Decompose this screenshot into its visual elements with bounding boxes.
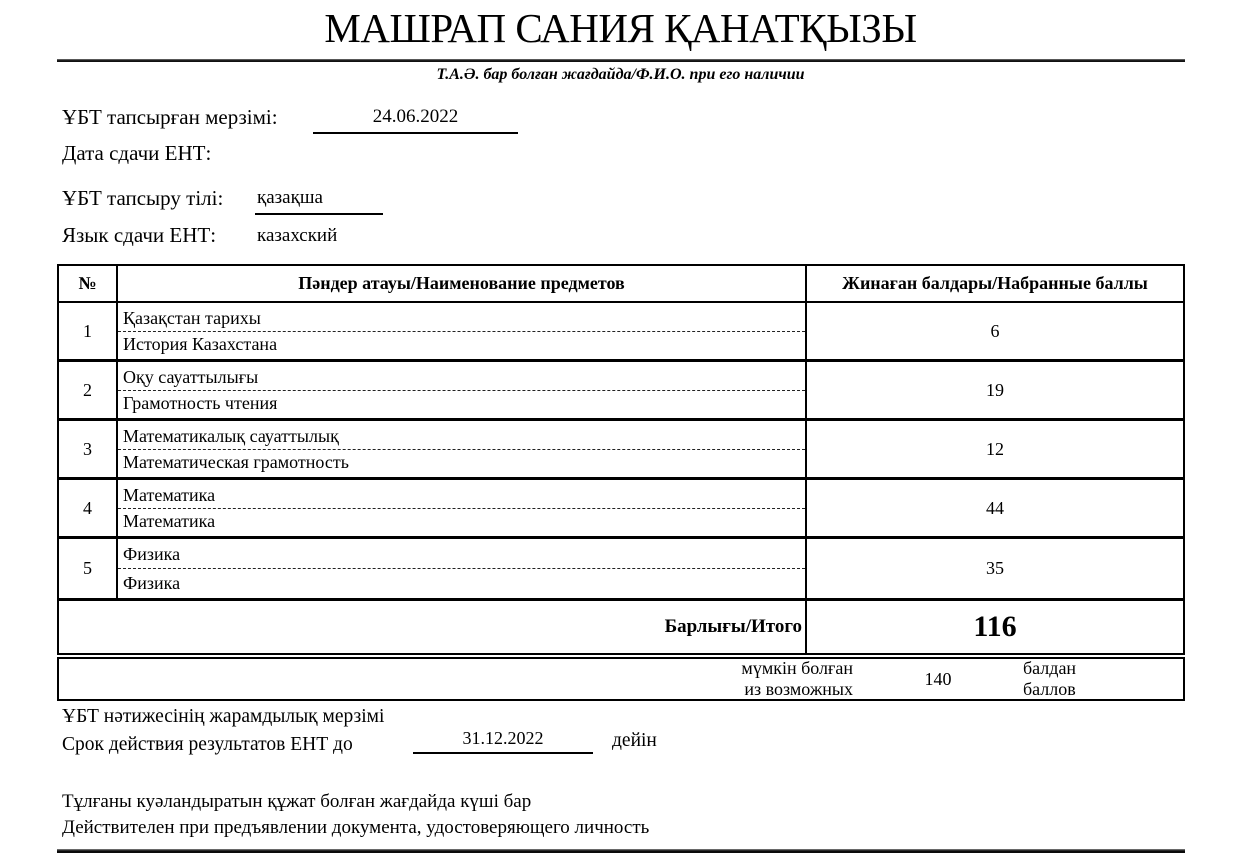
row-score: 19 [805,362,1183,418]
row-score: 35 [805,539,1183,598]
subject-name-ru: Математическая грамотность [123,452,349,472]
bilingual-divider [118,568,805,569]
max-score-label-kk: мүмкін болған [741,658,853,678]
exam-language-label-kk: ҰБТ тапсыру тілі: [62,186,224,210]
subject-row [59,303,1183,362]
max-score-unit-kk: балдан [1023,658,1077,678]
page-title: МАШРАП САНИЯ ҚАНАТҚЫЗЫ [324,5,917,51]
max-score-unit-ru: баллов [1023,679,1076,699]
row-number: 2 [83,379,92,400]
max-score-label [741,658,853,700]
identity-note-ru: Действителен при предъявлении документа, удостоверяющего личность [62,817,650,838]
subject-name-ru: Физика [123,573,181,593]
row-subject [116,539,805,598]
subject-row [59,539,1183,598]
exam-language-value-kk: қазақша [255,187,383,215]
max-score-unit [1023,658,1135,700]
subject-name-kk: Физика [123,544,181,564]
subject-name-kk: Математика [123,485,216,505]
row-subject [116,362,805,418]
max-score-row [57,657,1185,701]
header-score: Жинаған балдары/Набранные баллы [805,266,1183,301]
max-score-value: 140 [924,668,952,689]
subject-name-ru: История Казахстана [123,334,278,354]
subject-name-kk: Қазақстан тарихы [123,308,261,328]
title-caption: Т.А.Ә. бар болған жағдайда/Ф.И.О. при его наличии [436,66,805,83]
exam-date-label-ru: Дата сдачи ЕНТ: [62,141,212,165]
subject-row [59,362,1183,421]
subject-row [59,421,1183,480]
scores-table-header [59,266,1183,303]
row-number: 3 [83,438,92,459]
identity-note-kk: Тұлғаны куәландыратын құжат болған жағдайда күші бар [62,791,532,812]
validity-label-ru: Срок действия результатов ЕНТ до [62,734,353,755]
scores-table [57,264,1185,655]
row-subject [116,303,805,359]
header-subject: Пәндер атауы/Наименование предметов [116,266,805,301]
row-subject [116,421,805,477]
exam-language-value-ru: казахский [257,225,338,246]
total-score: 116 [805,601,1183,653]
max-score-label-ru: из возможных [744,679,853,699]
row-number: 5 [83,558,92,578]
validity-label-kk: ҰБТ нәтижесінің жарамдылық мерзімі [62,706,385,727]
row-score: 12 [805,421,1183,477]
bilingual-divider [118,390,805,391]
exam-date-value: 24.06.2022 [313,106,518,134]
bottom-divider [57,849,1185,853]
bilingual-divider [118,508,805,509]
exam-date-label-kk: ҰБТ тапсырған мерзімі: [62,105,278,129]
exam-language-label-ru: Язык сдачи ЕНТ: [62,223,217,247]
title-divider [57,59,1185,62]
row-subject [116,480,805,536]
validity-date: 31.12.2022 [413,728,593,754]
row-number: 4 [83,497,92,518]
subject-name-kk: Математикалық сауаттылық [123,426,339,446]
validity-suffix: дейін [612,730,657,751]
bilingual-divider [118,449,805,450]
row-score: 44 [805,480,1183,536]
subject-name-kk: Оқу сауаттылығы [123,367,259,387]
subject-name-ru: Математика [123,511,216,531]
header-num: № [78,273,97,293]
subject-row [59,480,1183,539]
subject-name-ru: Грамотность чтения [123,393,278,413]
total-row [59,598,1183,653]
total-label: Барлығы/Итого [664,616,802,637]
row-number: 1 [83,320,92,341]
row-score: 6 [805,303,1183,359]
bilingual-divider [118,331,805,332]
